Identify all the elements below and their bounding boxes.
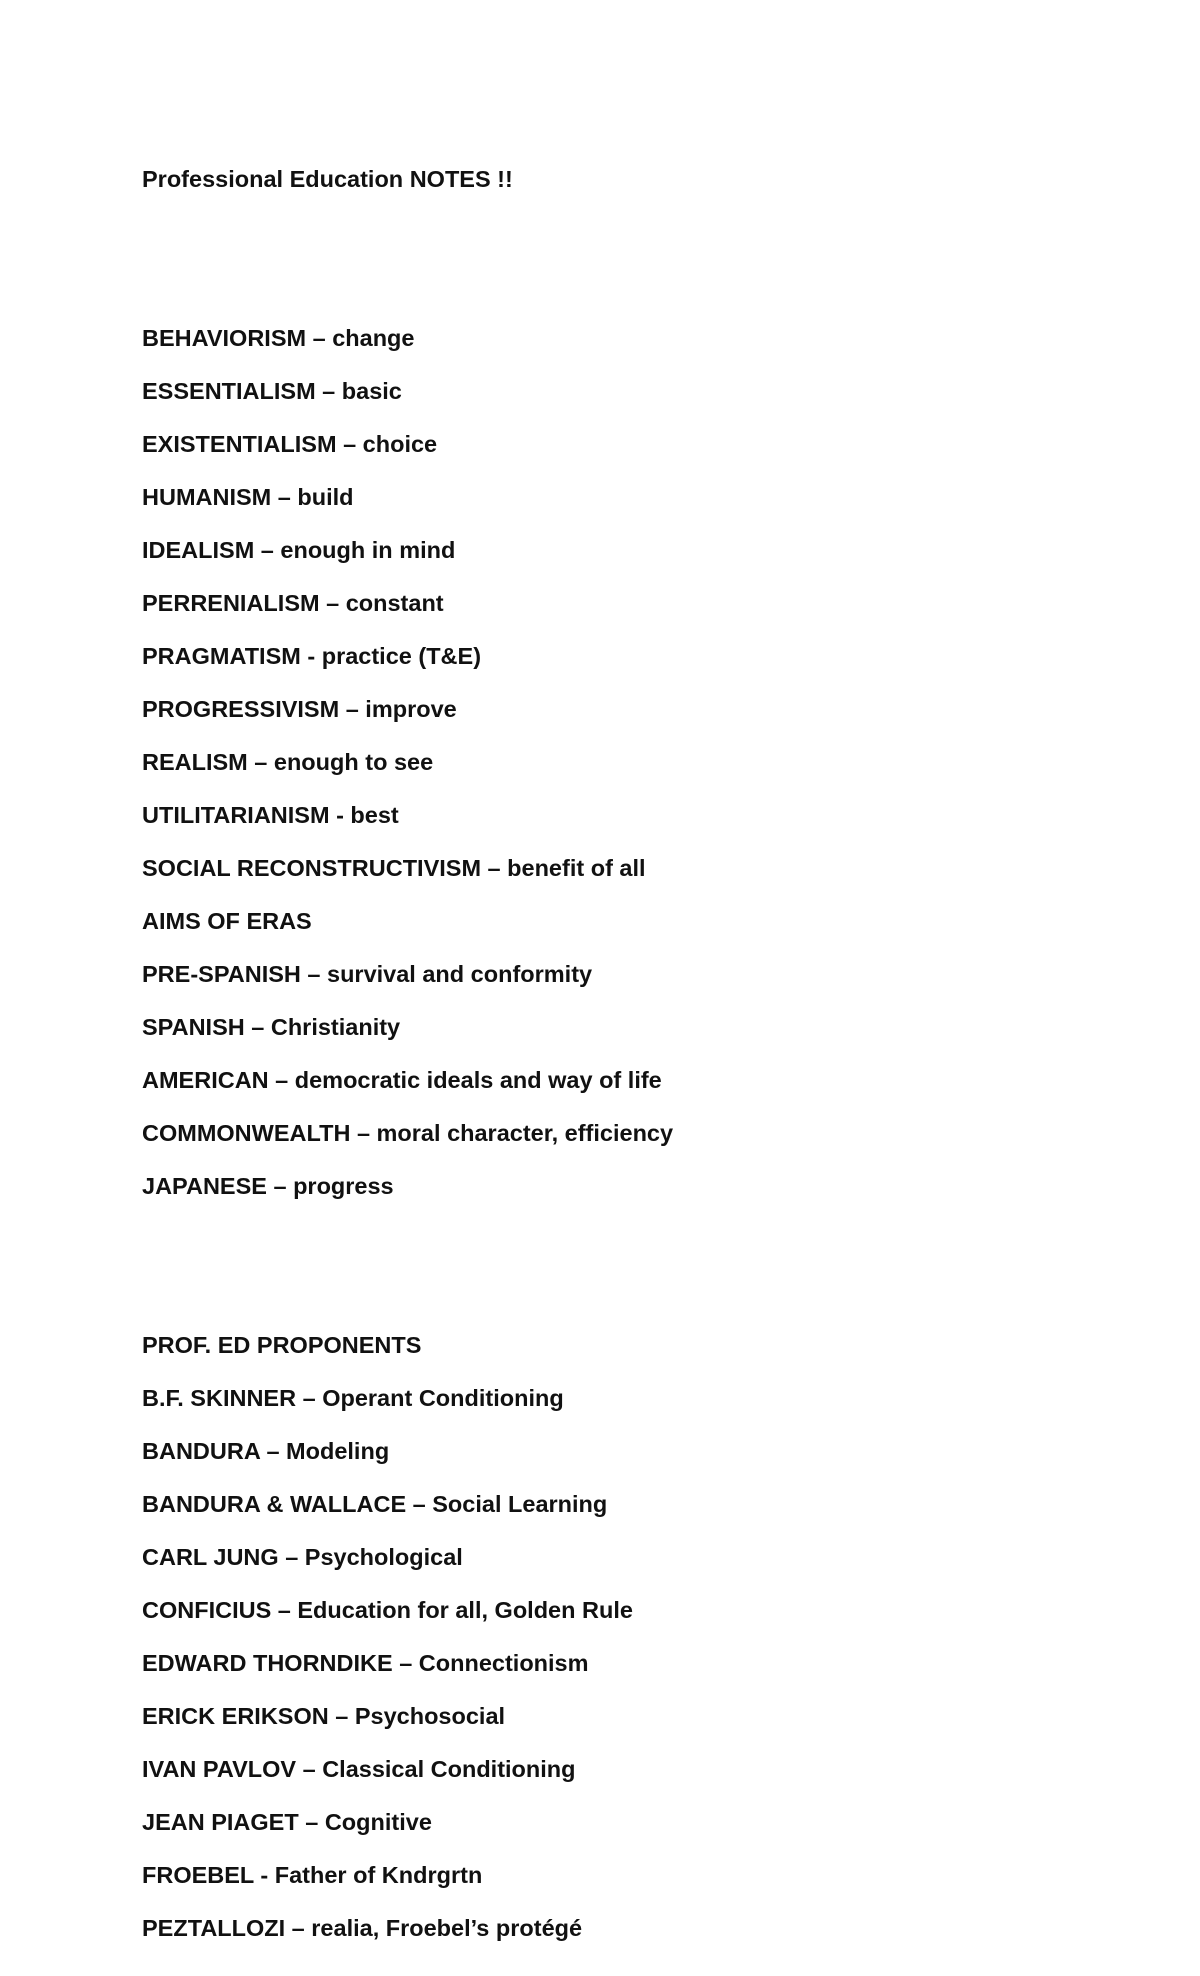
era-item: PRE-SPANISH – survival and conformity: [142, 961, 593, 987]
era-item: SPANISH – Christianity: [142, 1014, 401, 1040]
proponents-section: [142, 1329, 673, 1965]
proponent-item: FROEBEL - Father of Kndrgrtn: [142, 1862, 483, 1888]
proponent-item: BANDURA – Modeling: [142, 1438, 390, 1464]
proponents-heading: PROF. ED PROPONENTS: [142, 1332, 422, 1358]
proponent-item: IVAN PAVLOV – Classical Conditioning: [142, 1756, 576, 1782]
philosophies-list: [142, 322, 673, 905]
philosophy-item: HUMANISM – build: [142, 484, 354, 510]
document-title: Professional Education NOTES !!: [142, 166, 513, 192]
philosophy-item: EXISTENTIALISM – choice: [142, 431, 438, 457]
philosophy-item: PROGRESSIVISM – improve: [142, 696, 457, 722]
proponent-item: ERICK ERIKSON – Psychosocial: [142, 1703, 506, 1729]
philosophy-item: UTILITARIANISM - best: [142, 802, 399, 828]
philosophy-item: ESSENTIALISM – basic: [142, 378, 402, 404]
philosophy-item: PRAGMATISM - practice (T&E): [142, 643, 482, 669]
philosophy-item: IDEALISM – enough in mind: [142, 537, 456, 563]
eras-section: [142, 905, 673, 1223]
proponent-item: PEZTALLOZI – realia, Froebel’s protégé: [142, 1915, 583, 1941]
section-gap: [142, 1223, 673, 1329]
philosophy-item: REALISM – enough to see: [142, 749, 434, 775]
era-item: JAPANESE – progress: [142, 1173, 394, 1199]
proponent-item: JEAN PIAGET – Cognitive: [142, 1809, 432, 1835]
proponent-item: CONFICIUS – Education for all, Golden Rule: [142, 1597, 633, 1623]
eras-heading: AIMS OF ERAS: [142, 908, 312, 934]
proponent-item: BANDURA & WALLACE – Social Learning: [142, 1491, 608, 1517]
section-gap: [142, 216, 673, 322]
notes-body: [142, 163, 673, 1965]
era-item: AMERICAN – democratic ideals and way of life: [142, 1067, 662, 1093]
proponent-item: B.F. SKINNER – Operant Conditioning: [142, 1385, 564, 1411]
philosophy-item: BEHAVIORISM – change: [142, 325, 415, 351]
philosophy-item: SOCIAL RECONSTRUCTIVISM – benefit of all: [142, 855, 646, 881]
era-item: COMMONWEALTH – moral character, efficiency: [142, 1120, 674, 1146]
proponent-item: EDWARD THORNDIKE – Connectionism: [142, 1650, 589, 1676]
philosophy-item: PERRENIALISM – constant: [142, 590, 444, 616]
proponent-item: CARL JUNG – Psychological: [142, 1544, 463, 1570]
